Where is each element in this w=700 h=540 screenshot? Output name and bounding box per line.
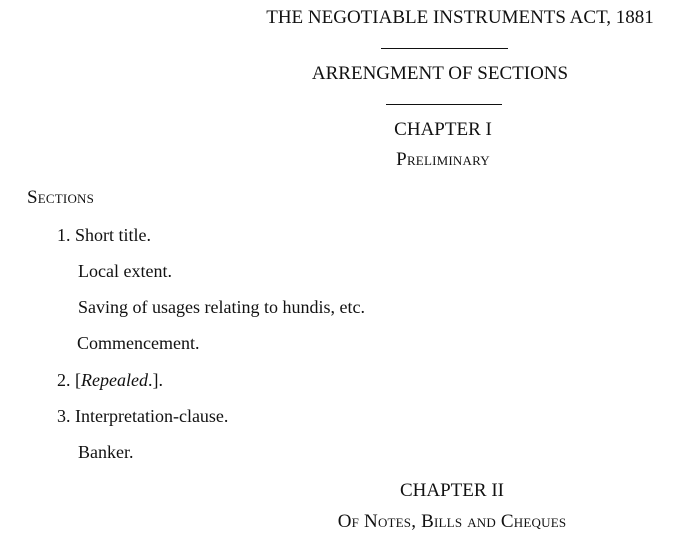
section-entry-saving-usages (78, 297, 365, 318)
chapter-2-label: CHAPTER II (400, 480, 504, 501)
section-text: Saving of usages relating to hundis, etc. (78, 297, 365, 317)
section-number: 1. (57, 225, 71, 245)
section-entry-2 (57, 370, 163, 391)
section-text: Commencement. (77, 333, 200, 353)
section-number: 2. (57, 370, 71, 390)
repealed-italic: Repealed (81, 370, 148, 390)
chapter-1-title: Preliminary (396, 149, 490, 170)
section-text: Local extent. (78, 261, 172, 281)
sections-label: Sections (27, 187, 95, 208)
section-entry-1 (57, 225, 151, 246)
title-divider (381, 48, 508, 49)
repealed-bracket-open: [ (75, 370, 81, 390)
section-text: Interpretation-clause. (75, 406, 229, 426)
act-title: THE NEGOTIABLE INSTRUMENTS ACT, 1881 (266, 7, 654, 28)
section-entry-local-extent (78, 261, 172, 282)
section-text: Short title. (75, 225, 151, 245)
section-number: 3. (57, 406, 71, 426)
section-entry-banker (78, 442, 134, 463)
chapter-1-label: CHAPTER I (394, 119, 492, 140)
section-entry-commencement (77, 333, 199, 354)
arrangement-heading: ARRENGMENT OF SECTIONS (311, 63, 569, 84)
repealed-bracket-close: .]. (147, 370, 163, 390)
section-text (75, 370, 163, 390)
section-text: Banker. (78, 442, 134, 462)
arrangement-divider (386, 104, 502, 105)
chapter-2-title: Of Notes, Bills and Cheques (337, 511, 567, 532)
section-entry-3 (57, 406, 228, 427)
